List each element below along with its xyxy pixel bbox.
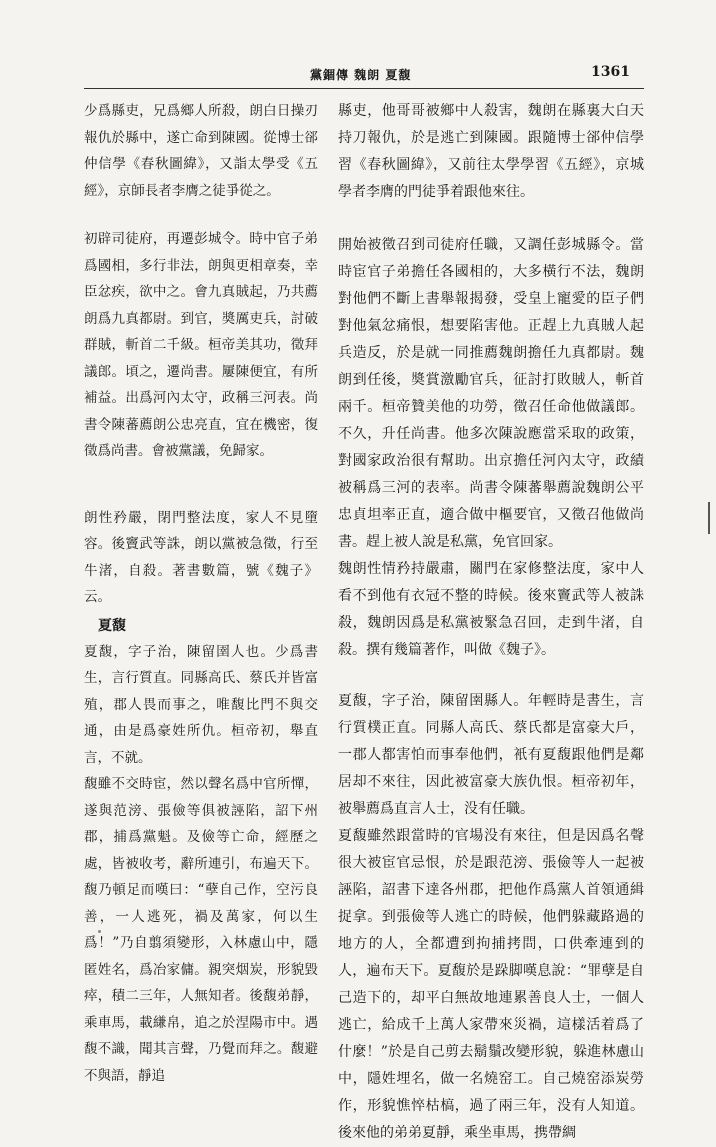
- classical-paragraph-1: 少爲縣吏，兄爲鄉人所殺，朗白日操刃報仇於縣中，遂亡命到陳國。從博士郤仲信學《春秋圖緯》，又詣太學受《五經》，京師長者李膺之徒爭從之。: [84, 103, 318, 199]
- translation-paragraph-1: 縣吏，他哥哥被鄉中人殺害，魏朗在縣裏大白天持刀報仇，於是逃亡到陳國。跟隨博士郤仲信學習《春秋圖緯》，又前往太學學習《五經》，京城學者李膺的門徒爭着跟他來往。: [338, 103, 644, 200]
- classical-paragraph-4: 夏馥，字子治，陳留圉人也。少爲書生，言行質直。同縣高氏、蔡氏并皆富殖，郡人畏而事之，唯馥比門不與交通，由是爲豪姓所仇。桓帝初，舉直言，不就。: [84, 643, 318, 766]
- translation-paragraph-4: 夏馥，字子治，陳留圉縣人。年輕時是書生，言行質樸正直。同縣人高氏、蔡氏都是富豪大戶，一郡人都害怕而事奉他們，衹有夏馥跟他們是鄰居却不來往，因此被富豪大族仇恨。桓帝初年，被舉薦爲直言人士，没有任職。: [338, 693, 644, 817]
- page-number: 1361: [591, 64, 630, 80]
- translation-column: [338, 98, 644, 1147]
- classical-text-column: [84, 98, 318, 1089]
- scan-speck: [98, 930, 101, 933]
- translation-paragraph-5: 夏馥雖然跟當時的官場没有來往，但是因爲名聲很大被宦官忌恨，於是跟范滂、張儉等人一起被誣陷，詔書下達各州郡，把他作爲黨人首領通緝捉拿。到張儉等人逃亡的時候，他們躲藏路過的地方的人，全都遭到拘捕拷問，口供牽連到的人，遍布天下。夏馥於是跺脚嘆息說：“罪孽是自己造下的，却平白無故地連累善良人士，一個人逃亡，給成千上萬人家帶來災禍，這樣活着爲了什麼！”於是自己剪去鬍鬚改變形貌，躲進林慮山中，隱姓埋名，做一名燒窑工。自己燒窑添炭勞作，形貌憔悴枯槁，過了兩三年，没有人知道。後來他的弟弟夏靜，乘坐車馬，携帶綢: [338, 828, 644, 1141]
- classical-paragraph-3: 朗性矜嚴，閉門整法度，家人不見墮容。後竇武等誅，朗以黨被急徵，行至牛渚，自殺。著書數篇，號《魏子》云。: [84, 509, 318, 605]
- header-rule: [84, 88, 644, 89]
- section-heading: 夏馥: [98, 617, 126, 634]
- running-title: 黨錮傳 魏朗 夏馥: [310, 68, 412, 82]
- classical-paragraph-5: 馥雖不交時宦，然以聲名爲中官所憚，遂與范滂、張儉等俱被誣陷，詔下州郡，捕爲黨魁。及儉等亡命，經歷之處，皆被收考，辭所連引，布遍天下。馥乃頓足而嘆曰：“孽自己作，空污良善，一人逃死，禍及萬家，何以生爲！”乃自翦須變形，入林慮山中，隱匿姓名，爲冶家傭。親突烟炭，形貌毀瘁，積二三年，人無知者。後馥弟靜，乘車馬，載縑帛，追之於涅陽市中。遇馥不識，聞其言聲，乃覺而拜之。馥避不與語，靜追: [84, 776, 318, 1084]
- page-header: [0, 58, 716, 88]
- translation-paragraph-3: 魏朗性情矜持嚴肅，關門在家修整法度，家中人看不到他有衣冠不整的時候。後來竇武等人被誅殺，魏朗因爲是私黨被緊急召回，走到牛渚，自殺。撰有幾篇著作，叫做《魏子》。: [338, 561, 644, 658]
- classical-paragraph-2: 初辟司徒府，再遷彭城令。時中官子弟爲國相，多行非法，朗與更相章奏，幸臣忿疾，欲中之。會九真賊起，乃共薦朗爲九真都尉。到官，奬厲吏兵，討破群賊，斬首二千級。桓帝美其功，徵拜議郎。頃之，遷尚書。屢陳便宜，有所補益。出爲河內太守，政稱三河表。尚書令陳蕃薦朗公忠亮直，宜在機密，復徵爲尚書。會被黨議，免歸家。: [84, 231, 318, 459]
- page-edge-mark: [708, 502, 710, 534]
- translation-paragraph-2: 開始被徵召到司徒府任職，又調任彭城縣令。當時宦官子弟擔任各國相的，大多橫行不法，魏朗對他們不斷上書舉報揭發，受皇上寵愛的臣子們對他氣忿痛恨，想要陷害他。正趕上九真賊人起兵造反，於是就一同推薦魏朗擔任九真都尉。魏朗到任後，奬賞激勵官兵，征討打敗賊人，斬首兩千。桓帝贊美他的功勞，徵召任命他做議郎。不久，升任尚書。他多次陳說應當采取的政策，對國家政治很有幫助。出京擔任河內太守，政績被稱爲三河的表率。尚書令陳蕃舉薦說魏朗公平忠貞坦率正直，適合做中樞要官，又徵召他做尚書。趕上被人說是私黨，免官回家。: [338, 237, 644, 550]
